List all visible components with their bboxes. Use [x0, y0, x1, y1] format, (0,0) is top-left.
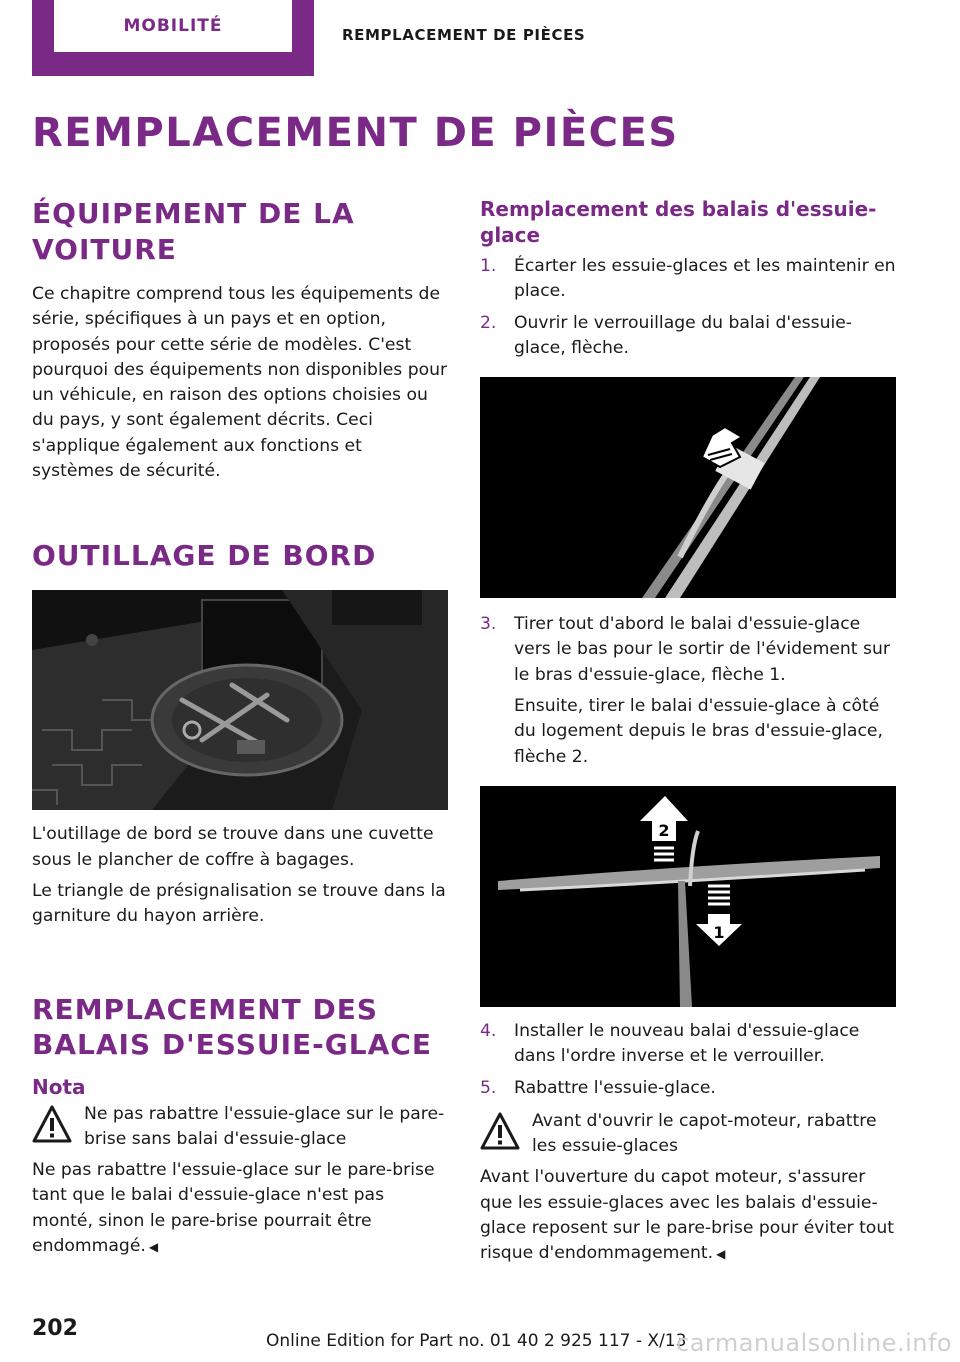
hood-warning	[480, 1109, 896, 1160]
step-2	[480, 311, 896, 362]
wiper-removal-illustration	[480, 786, 896, 1007]
chapter-tab	[32, 0, 314, 76]
wiper-warning-text: Ne pas rabattre l'essuie-glace sur le pare-brise sans balai d'essuie-glace	[84, 1103, 445, 1149]
steps-list-b	[480, 612, 896, 688]
wiper-heading: REMPLACEMENT DES BALAIS D'ESSUIE-GLACE	[32, 992, 432, 1061]
hood-body	[480, 1165, 896, 1267]
arrow-label-2: 2	[658, 820, 670, 840]
left-column	[32, 196, 448, 1260]
step-4	[480, 1019, 896, 1070]
footer-edition: Online Edition for Part no. 01 40 2 925 117 - X/13	[266, 1331, 687, 1351]
chapter-tab-inner	[54, 0, 292, 52]
step-1	[480, 254, 896, 305]
page-number: 202	[32, 1316, 78, 1341]
tools-heading: OUTILLAGE DE BORD	[32, 539, 377, 573]
step-text: Ouvrir le verrouillage du balai d'essuie-glace, flèche.	[514, 312, 853, 358]
end-marker: ◀	[148, 1240, 159, 1255]
warning-triangle-icon	[32, 1104, 72, 1144]
end-marker: ◀	[716, 1247, 726, 1262]
step-text: Tirer tout d'abord le balai d'essuie-glace vers le bas pour le sortir de l'évidement sur le bras d'essuie-glace, flèche 1.	[514, 614, 890, 685]
footer-watermark: carmanualsonline.info	[676, 1329, 953, 1357]
header-section-title: REMPLACEMENT DE PIÈCES	[342, 26, 586, 44]
equipment-heading: ÉQUIPEMENT DE LA VOITURE	[32, 197, 355, 266]
warning-triangle-icon	[480, 1111, 520, 1151]
hood-body-text: Avant l'ouverture du capot moteur, s'assurer que les essuie-glaces avec les balais d'essuie-glace reposent sur le pare-brise pour éviter tout risque d'endommagement.	[480, 1167, 894, 1264]
wiper-lock-illustration	[480, 377, 896, 598]
wiper-steps-heading: Remplacement des balais d'essuie-glace	[480, 197, 877, 247]
step-text: Installer le nouveau balai d'essuie-glace dans l'ordre inverse et le verrouiller.	[514, 1020, 860, 1067]
wiper-body	[32, 1158, 448, 1260]
arrow-label-1: 1	[713, 922, 725, 942]
step-5	[480, 1076, 896, 1101]
tools-illustration	[32, 590, 448, 810]
note-heading: Nota	[32, 1074, 86, 1099]
tools-para-1: L'outillage de bord se trouve dans une cuvette sous le plancher de coffre à bagages.	[32, 824, 434, 870]
step-number: 1.	[480, 256, 497, 276]
right-column	[480, 196, 896, 1268]
tools-figure	[32, 590, 448, 810]
hood-warning-text: Avant d'ouvrir le capot-moteur, rabattre les essuie-glaces	[532, 1110, 877, 1157]
page-title: REMPLACEMENT DE PIÈCES	[32, 110, 679, 156]
steps-list-a	[480, 254, 896, 361]
step-number: 4.	[480, 1020, 497, 1041]
wiper-removal-figure	[480, 786, 896, 1007]
step-number: 2.	[480, 312, 497, 333]
equipment-body: Ce chapitre comprend tous les équipements de série, spécifiques à un pays et en option, proposés pour cette série de modèles. C'est pourquoi des équipements non disponibles pour un véhicule, en raison des options choisies ou du pays, y sont également décrits. Ceci s'applique également aux fonctions et systèmes de sécurité.	[32, 284, 448, 482]
step-number: 5.	[480, 1077, 497, 1098]
wiper-warning	[32, 1102, 448, 1153]
steps-list-c	[480, 1019, 896, 1101]
step-text: Écarter les essuie-glaces et les maintenir en place.	[514, 256, 896, 302]
wiper-body-text: Ne pas rabattre l'essuie-glace sur le pare-brise tant que le balai d'essuie-glace n'est pas monté, sinon le pare-brise pourrait être endommagé.	[32, 1160, 435, 1257]
wiper-lock-figure	[480, 377, 896, 598]
tools-para-2: Le triangle de présignalisation se trouve dans la garniture du hayon arrière.	[32, 880, 446, 927]
step-3	[480, 612, 896, 688]
step-3-extra: Ensuite, tirer le balai d'essuie-glace à côté du logement depuis le bras d'essuie-glace, flèche 2.	[514, 696, 883, 767]
step-number: 3.	[480, 614, 497, 635]
step-text: Rabattre l'essuie-glace.	[514, 1077, 716, 1098]
chapter-tab-label: MOBILITÉ	[123, 16, 223, 36]
